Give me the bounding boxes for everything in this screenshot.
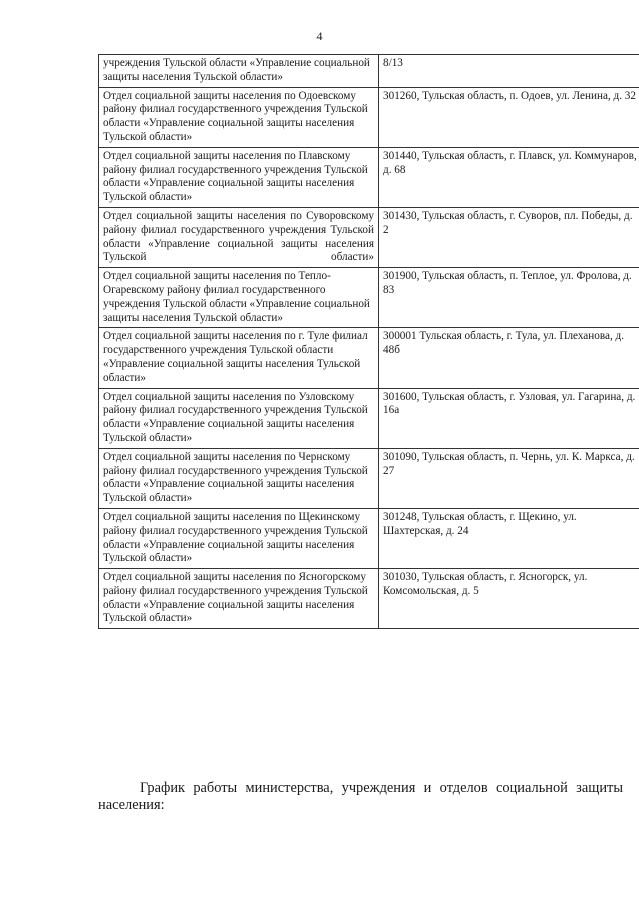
office-address-cell: 301090, Тульская область, п. Чернь, ул. К. Маркса, д. 27: [379, 448, 639, 508]
office-address-cell: 300001 Тульская область, г. Тула, ул. Плеханова, д. 48б: [379, 328, 639, 388]
office-address-cell: 301440, Тульская область, г. Плавск, ул. Коммунаров, д. 68: [379, 147, 639, 207]
offices-table: [98, 54, 639, 629]
table-row: [99, 508, 639, 568]
table-row: [99, 147, 639, 207]
table-row: [99, 569, 639, 629]
office-address-cell: 301430, Тульская область, г. Суворов, пл. Победы, д. 2: [379, 207, 639, 267]
table-row: [99, 207, 639, 267]
office-address-cell: 301260, Тульская область, п. Одоев, ул. Ленина, д. 32: [379, 87, 639, 147]
office-address-cell: 301030, Тульская область, г. Ясногорск, ул. Комсомольская, д. 5: [379, 569, 639, 629]
table-row: [99, 388, 639, 448]
office-address-cell: 8/13: [379, 55, 639, 88]
office-name-cell: учреждения Тульской области «Управление социальной защиты населения Тульской области»: [99, 55, 379, 88]
page-number: 4: [316, 29, 323, 43]
office-address-cell: 301248, Тульская область, г. Щекино, ул. Шахтерская, д. 24: [379, 508, 639, 568]
office-address-cell: 301600, Тульская область, г. Узловая, ул. Гагарина, д. 16а: [379, 388, 639, 448]
table-row: [99, 268, 639, 328]
office-name-cell: Отдел социальной защиты населения по Плавскому району филиал государственного учреждения Тульской области «Управление социальной защиты населения Тульской области»: [99, 147, 379, 207]
table-row: [99, 87, 639, 147]
office-name-cell: Отдел социальной защиты населения по Одоевскому району филиал государственного учреждения Тульской области «Управление социальной защиты населения Тульской области»: [99, 87, 379, 147]
table-row: [99, 448, 639, 508]
table-row: [99, 328, 639, 388]
schedule-heading: График работы министерства, учреждения и отделов социальной защиты населения:: [98, 780, 623, 814]
office-name-cell: Отдел социальной защиты населения по Ясногорскому району филиал государственного учреждения Тульской области «Управление социальной защиты населения Тульской области»: [99, 569, 379, 629]
office-name-cell: Отдел социальной защиты населения по Чернскому району филиал государственного учреждения Тульской области «Управление социальной защиты населения Тульской области»: [99, 448, 379, 508]
office-address-cell: 301900, Тульская область, п. Теплое, ул. Фролова, д. 83: [379, 268, 639, 328]
office-name-cell: Отдел социальной защиты населения по Узловскому району филиал государственного учреждения Тульской области «Управление социальной защиты населения Тульской области»: [99, 388, 379, 448]
office-name-cell: Отдел социальной защиты населения по Суворовскому району филиал государственного учреждения Тульской области «Управление социальной защиты населения Тульской области»: [99, 207, 379, 267]
table-row: [99, 55, 639, 88]
office-name-cell: Отдел социальной защиты населения по Тепло-Огаревскому району филиал государственного учреждения Тульской области «Управление социальной защиты населения Тульской области»: [99, 268, 379, 328]
office-name-cell: Отдел социальной защиты населения по Щекинскому району филиал государственного учреждения Тульской области «Управление социальной защиты населения Тульской области»: [99, 508, 379, 568]
office-name-cell: Отдел социальной защиты населения по г. Туле филиал государственного учреждения Тульской области «Управление социальной защиты населения Тульской области»: [99, 328, 379, 388]
